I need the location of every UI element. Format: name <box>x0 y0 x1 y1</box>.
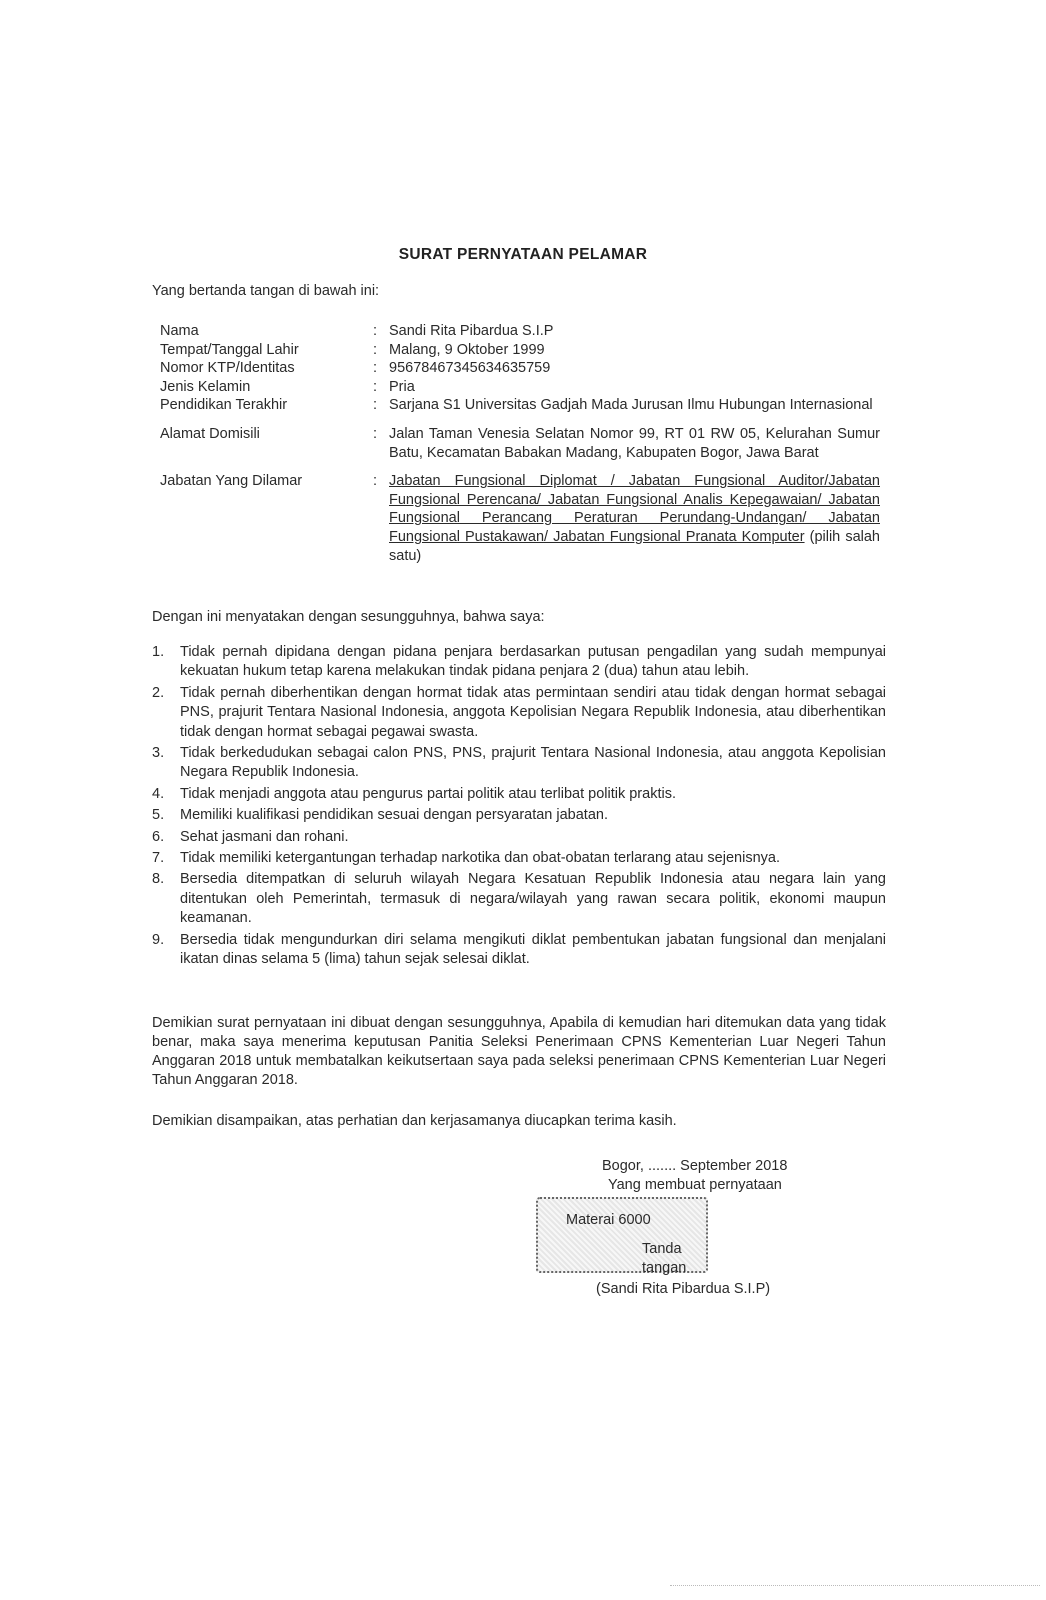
item-number: 6. <box>152 828 165 845</box>
field-row-id <box>160 359 880 378</box>
field-colon: : <box>373 323 378 339</box>
stamp-box <box>536 1197 708 1276</box>
item-number: 7. <box>152 850 165 867</box>
field-value <box>389 472 880 565</box>
item-number: 5. <box>152 807 165 824</box>
field-row-birth <box>160 341 880 360</box>
field-value: Jalan Taman Venesia Selatan Nomor 99, RT 01 RW 05, Kelurahan Sumur Batu, Kecamatan Babakan Madang, Kabupaten Bogor, Jawa Barat <box>389 425 880 461</box>
thanks-paragraph: Demikian disampaikan, atas perhatian dan kerjasamanya diucapkan terima kasih. <box>152 1113 677 1129</box>
item-text: Tidak menjadi anggota atau pengurus partai politik atau terlibat politik praktis. <box>180 785 676 802</box>
field-row-position <box>160 472 880 565</box>
declaration-list <box>152 643 886 972</box>
field-label: Pendidikan Terakhir <box>160 397 288 414</box>
field-colon: : <box>373 473 378 490</box>
position-note: (pilih salah satu) <box>389 528 880 564</box>
list-item <box>152 643 886 682</box>
item-number: 1. <box>152 644 165 660</box>
field-row-name <box>160 322 880 341</box>
position-options: Jabatan Fungsional Diplomat / Jabatan Fungsional Auditor/Jabatan Fungsional Perencana/ Jabatan Fungsional Analis Kepegawaian/ Jabatan Fungsional Perancang Peraturan Perundang-Undangan/ Jabatan Fungsional Pustakawan/ Jabatan Fungsional Pranata Komputer <box>389 473 880 545</box>
item-number: 8. <box>152 871 165 888</box>
item-text: Tidak berkedudukan sebagai calon PNS, PNS, prajurit Tentara Nasional Indonesia, atau anggota Kepolisian Negara Republik Indonesia. <box>180 745 886 781</box>
item-text: Tidak pernah diberhentikan dengan hormat tidak atas permintaan sendiri atau tidak dengan hormat sebagai PNS, prajurit Tentara Nasional Indonesia, anggota Kepolisian Negara Republik Indonesia, atau diberhentikan tidak dengan hormat sebagai pegawai swasta. <box>180 684 886 740</box>
list-item <box>152 870 886 928</box>
field-label: Jabatan Yang Dilamar <box>160 473 303 490</box>
item-text: Tidak pernah dipidana dengan pidana penjara berdasarkan putusan pengadilan yang sudah mempunyai kekuatan hukum tetap karena melakukan tindak pidana penjara 2 (dua) tahun atau lebih. <box>180 644 886 680</box>
field-value: Sandi Rita Pibardua S.I.P <box>389 323 554 339</box>
field-colon: : <box>373 397 378 414</box>
signature-placeholder: Tanda tangan <box>642 1241 687 1276</box>
document-title: SURAT PERNYATAAN PELAMAR <box>398 246 648 263</box>
list-item <box>152 684 886 742</box>
field-label: Alamat Domisili <box>160 425 260 442</box>
item-text: Tidak memiliki ketergantungan terhadap narkotika dan obat-obatan terlarang atau sejenisnya. <box>180 850 780 867</box>
item-number: 4. <box>152 785 165 802</box>
stamp-label: Materai 6000 <box>566 1212 651 1228</box>
field-value: 95678467345634635759 <box>389 360 551 377</box>
field-label: Nomor KTP/Identitas <box>160 360 295 377</box>
item-text: Bersedia ditempatkan di seluruh wilayah Negara Kesatuan Republik Indonesia atau negara lain yang ditentukan oleh Pemerintah, termasuk di negara/wilayah yang rawan secara politik, ekonomi maupun keamanan. <box>180 871 886 927</box>
field-colon: : <box>373 425 378 442</box>
field-value: Sarjana S1 Universitas Gadjah Mada Jurusan Ilmu Hubungan Internasional <box>389 397 873 414</box>
intro-text: Yang bertanda tangan di bawah ini: <box>152 283 380 299</box>
field-label: Jenis Kelamin <box>160 378 251 395</box>
field-label: Tempat/Tanggal Lahir <box>160 341 299 358</box>
field-label: Nama <box>160 323 199 339</box>
field-colon: : <box>373 360 378 377</box>
field-value: Malang, 9 Oktober 1999 <box>389 341 545 358</box>
list-item <box>152 849 886 868</box>
item-number: 9. <box>152 931 165 948</box>
item-number: 2. <box>152 684 165 701</box>
closing-paragraph: Demikian surat pernyataan ini dibuat dengan sesungguhnya, Apabila di kemudian hari ditemukan data yang tidak benar, maka saya menerima keputusan Panitia Seleksi Penerimaan CPNS Kementerian Luar Negeri Tahun Anggaran 2018 untuk membatalkan keikutsertaan saya pada seleksi penerimaan CPNS Kementerian Luar Negeri Tahun Anggaran 2018. <box>152 1015 886 1088</box>
item-text: Sehat jasmani dan rohani. <box>180 828 349 845</box>
place-date: Bogor, ....... September 2018 <box>602 1158 788 1174</box>
signer-name: (Sandi Rita Pibardua S.I.P) <box>596 1281 771 1297</box>
signature-caption: Yang membuat pernyataan <box>608 1177 782 1193</box>
field-colon: : <box>373 378 378 395</box>
field-row-education <box>160 396 880 415</box>
field-colon: : <box>373 341 378 358</box>
list-item <box>152 931 886 970</box>
list-item <box>152 744 886 783</box>
list-item <box>152 785 886 804</box>
list-item <box>152 828 886 847</box>
list-item <box>152 806 886 825</box>
scan-edge-line <box>670 1585 1040 1586</box>
item-text: Bersedia tidak mengundurkan diri selama mengikuti diklat pembentukan jabatan fungsional dan menjalani ikatan dinas selama 5 (lima) tahun sejak selesai diklat. <box>180 931 886 968</box>
field-value: Pria <box>389 378 415 395</box>
declaration-intro: Dengan ini menyatakan dengan sesungguhnya, bahwa saya: <box>152 609 545 625</box>
item-text: Memiliki kualifikasi pendidikan sesuai dengan persyaratan jabatan. <box>180 807 608 824</box>
field-row-gender <box>160 378 880 397</box>
item-number: 3. <box>152 745 165 762</box>
applicant-fields <box>160 322 880 565</box>
field-row-address <box>160 425 880 462</box>
